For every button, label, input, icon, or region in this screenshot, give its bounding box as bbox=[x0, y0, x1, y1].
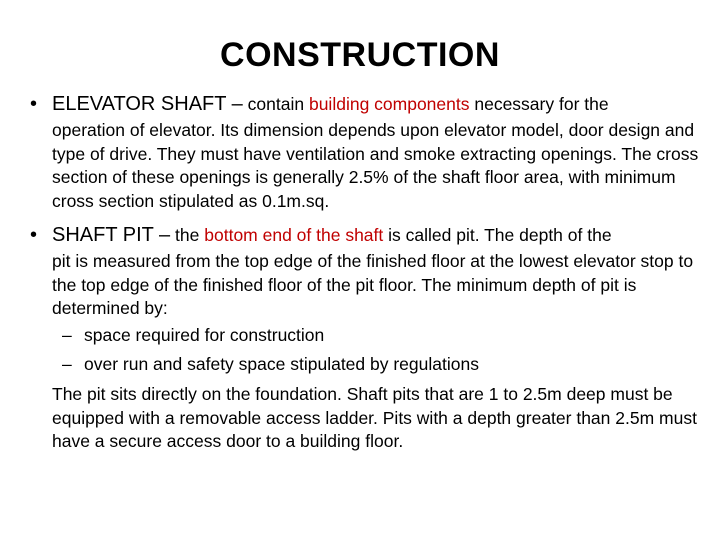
bullet-text-post: necessary for the bbox=[469, 94, 609, 114]
dash-marker: – bbox=[62, 325, 72, 345]
sub-item-text: over run and safety space stipulated by regulations bbox=[84, 354, 479, 374]
bullet-lead: ELEVATOR SHAFT – bbox=[52, 93, 243, 115]
dash-marker: – bbox=[62, 354, 72, 374]
bullet-shaft-pit bbox=[30, 224, 612, 246]
sub-item bbox=[62, 324, 324, 348]
bullet-text-pre: the bbox=[170, 225, 205, 245]
bullet-text-pre: contain bbox=[242, 94, 309, 114]
bullet-marker: • bbox=[30, 93, 38, 115]
bullet-elevator-shaft bbox=[30, 93, 609, 115]
sub-item-text: space required for construction bbox=[84, 325, 325, 345]
highlight-text: building components bbox=[308, 94, 470, 114]
shaft-pit-closing-paragraph: The pit sits directly on the foundation. Shaft pits that are 1 to 2.5m deep must be equipped with a removable access ladder. Pits with a depth greater than 2.5m must have a secure access door to a building floor. bbox=[52, 384, 697, 451]
highlight-text: bottom end of the shaft bbox=[204, 225, 384, 245]
sub-item bbox=[62, 353, 479, 377]
bullet-marker: • bbox=[30, 224, 38, 246]
bullet-lead: SHAFT PIT – bbox=[52, 224, 171, 246]
shaft-pit-description: pit is measured from the top edge of the finished floor at the lowest elevator stop to the top edge of the finished floor of the pit floor. The minimum depth of pit is determined by: bbox=[52, 251, 694, 318]
slide-title: CONSTRUCTION bbox=[220, 36, 500, 74]
bullet-text-post: is called pit. The depth of the bbox=[383, 225, 612, 245]
elevator-shaft-description: operation of elevator. Its dimension depends upon elevator model, door design and type of drive. They must have ventilation and smoke extracting openings. The cross section of these openings is generally 2.5% of the shaft floor area, with minimum cross section stipulated as 0.1m.sq. bbox=[52, 120, 699, 211]
